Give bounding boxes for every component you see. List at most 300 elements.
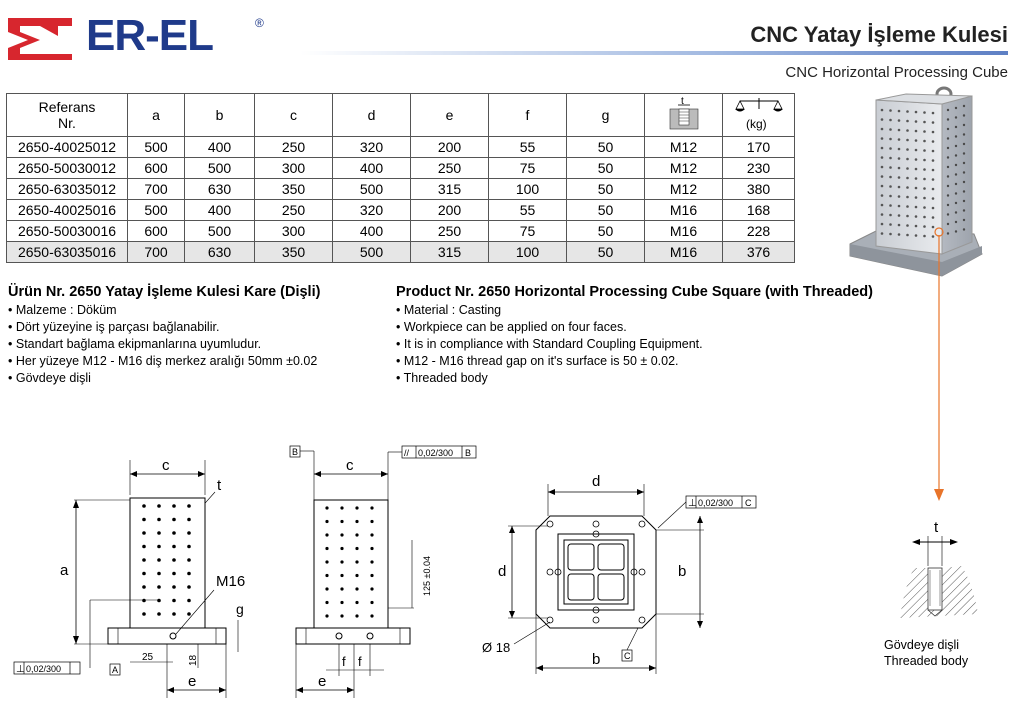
hole-icon [906,148,909,151]
hole-icon [923,149,926,152]
hole-icon [881,223,884,226]
hole-icon [923,121,926,124]
list-item: • It is in compliance with Standard Coupling Equipment. [396,336,703,353]
side-tol-symbol: // [404,448,410,458]
hole-icon [947,156,949,158]
hole-icon [906,120,909,123]
hole-icon [906,139,909,142]
top-datum-c: C [624,651,631,661]
page-title: CNC Yatay İşleme Kulesi [750,22,1008,47]
pointer-arrow [930,235,950,505]
hole-icon [325,560,328,563]
hole-icon [355,587,358,590]
hole-icon [172,585,176,589]
hole-icon [325,614,328,617]
hole-icon [187,612,191,616]
table-cell: 315 [411,242,489,263]
hole-icon [889,185,892,188]
hole-icon [947,109,949,111]
hole-icon [187,531,191,535]
list-item: • Standart bağlama ekipmanlarına uyumludur. [8,336,317,353]
hole-icon [881,166,884,169]
hole-icon [325,574,328,577]
hole-icon [889,147,892,150]
top-d-left-label: d [498,563,507,580]
top-tol-symbol: ⊥ [688,498,697,509]
hole-icon [142,504,146,508]
hole-icon [355,520,358,523]
table-cell: 170 [723,137,795,158]
hole-icon [187,585,191,589]
hole-icon [923,197,926,200]
table-cell: 315 [411,179,489,200]
hole-icon [898,195,901,198]
table-cell: 300 [255,158,333,179]
hole-icon [915,130,918,133]
hole-icon [881,137,884,140]
hole-icon [370,547,373,550]
hole-icon [915,177,918,180]
table-cell: 100 [489,179,567,200]
hole-icon [963,200,965,202]
hole-icon [947,166,949,168]
table-row [7,200,795,221]
table-cell: 55 [489,200,567,221]
page-subtitle: CNC Horizontal Processing Cube [785,64,1008,81]
front-g-label: g [236,601,244,617]
hole-icon [947,185,949,187]
hole-icon [187,545,191,549]
en-title: Product Nr. 2650 Horizontal Processing Cube Square (with Threaded) [396,284,873,300]
hole-icon [187,558,191,562]
table-row [7,158,795,179]
hole-icon [187,518,191,522]
hole-icon [370,520,373,523]
table-cell: M12 [645,137,723,158]
hole-icon [923,235,926,238]
col-a: a [128,94,185,137]
logo-mark [6,14,74,60]
hole-icon [142,572,146,576]
hole-icon [370,533,373,536]
hole-icon [947,213,949,215]
hole-icon [157,572,161,576]
list-item: • Material : Casting [396,302,703,319]
hole-icon [915,234,918,237]
hole-icon [955,145,957,147]
logo-registered: ® [255,16,264,30]
list-item: • M12 - M16 thread gap on it's surface is 50 ± 0.02. [396,353,703,370]
hole-icon [963,143,965,145]
hole-icon [889,109,892,112]
hole-icon [355,560,358,563]
hole-icon [898,214,901,217]
table-cell: 50 [567,221,645,242]
detail-label-en: Threaded body [884,654,969,668]
hole-icon [915,158,918,161]
table-cell: 320 [333,137,411,158]
hole-icon [932,188,935,191]
top-d-label: d [592,473,601,490]
hole-icon [142,518,146,522]
hole-icon [881,147,884,150]
top-tol-value: 0,02/300 [698,498,734,508]
hole-icon [932,150,935,153]
hole-icon [955,173,957,175]
svg-text:(kg): (kg) [745,116,767,131]
hole-icon [955,126,957,128]
hole-icon [963,133,965,135]
table-cell: 500 [333,179,411,200]
hole-icon [963,152,965,154]
hole-icon [963,124,965,126]
hole-icon [932,197,935,200]
hole-icon [898,119,901,122]
hole-icon [889,128,892,131]
hole-icon [889,138,892,141]
hole-icon [187,572,191,576]
hole-icon [898,157,901,160]
table-cell: 376 [723,242,795,263]
side-view-drawing [284,440,472,710]
hole-icon [932,226,935,229]
hole-icon [906,196,909,199]
front-c-label: c [162,457,170,474]
hole-icon [157,518,161,522]
side-125-label: 125 ±0.04 [422,556,432,596]
hole-icon [915,139,918,142]
thread-icon [664,95,704,133]
hole-icon [947,128,949,130]
hole-icon [963,209,965,211]
front-datum-a: A [112,665,119,675]
table-cell: 600 [128,221,185,242]
table-cell: 2650-50030016 [7,221,128,242]
hole-icon [142,531,146,535]
table-cell: 75 [489,221,567,242]
hole-icon [898,110,901,113]
hole-icon [898,129,901,132]
hole-icon [172,599,176,603]
hole-icon [923,111,926,114]
hole-icon [955,211,957,213]
table-cell: 75 [489,158,567,179]
hole-icon [355,574,358,577]
table-cell: 2650-40025016 [7,200,128,221]
hole-icon [955,107,957,109]
table-cell: 500 [128,200,185,221]
side-c-label: c [346,457,354,474]
hole-icon [881,175,884,178]
table-row [7,179,795,200]
hole-icon [355,601,358,604]
hole-icon [906,177,909,180]
table-cell: 228 [723,221,795,242]
hole-icon [370,560,373,563]
hole-icon [881,109,884,112]
hole-icon [963,114,965,116]
front-t-label: t [217,477,222,494]
hole-icon [881,128,884,131]
hole-icon [947,204,949,206]
table-header-row [7,94,795,137]
col-g: g [567,94,645,137]
hole-icon [340,560,343,563]
hole-icon [340,533,343,536]
table-cell: 2650-63035012 [7,179,128,200]
hole-icon [955,116,957,118]
hole-icon [963,105,965,107]
hole-icon [325,533,328,536]
hole-icon [906,186,909,189]
col-ref-line2: Nr. [58,115,76,131]
hole-icon [172,545,176,549]
table-cell: 500 [333,242,411,263]
hole-icon [932,178,935,181]
table-cell: 500 [185,158,255,179]
hole-icon [157,585,161,589]
list-item: • Dört yüzeyine iş parçası bağlanabilir. [8,319,317,336]
col-b: b [185,94,255,137]
side-datum-b: B [292,447,299,457]
hole-icon [172,558,176,562]
hole-icon [915,120,918,123]
detail-label-tr: Gövdeye dişli [884,638,960,652]
en-bullets [396,302,703,387]
hole-icon [889,195,892,198]
hole-icon [889,166,892,169]
table-cell: 630 [185,242,255,263]
side-f1-label: f [342,654,346,669]
front-a-label: a [60,562,69,579]
table-cell: 600 [128,158,185,179]
front-25-label: 25 [142,652,154,663]
list-item: • Her yüzeye M12 - M16 diş merkez aralığı 50mm ±0.02 [8,353,317,370]
hole-icon [898,205,901,208]
hole-icon [923,159,926,162]
table-cell: 200 [411,137,489,158]
hole-icon [947,223,949,225]
hole-icon [355,547,358,550]
detail-caption [884,637,968,669]
hole-icon [915,225,918,228]
hole-icon [906,224,909,227]
product-photo [846,86,986,286]
col-e: e [411,94,489,137]
hole-icon [881,118,884,121]
hole-icon [325,587,328,590]
table-cell: 250 [411,221,489,242]
col-c: c [255,94,333,137]
hole-icon [340,506,343,509]
hole-icon [947,118,949,120]
hole-icon [932,216,935,219]
table-cell: 320 [333,200,411,221]
table-cell: 630 [185,179,255,200]
table-cell: 400 [185,200,255,221]
hole-icon [881,156,884,159]
hole-icon [889,157,892,160]
hole-icon [923,225,926,228]
hole-icon [889,223,892,226]
hole-icon [906,110,909,113]
front-view-drawing [10,440,280,710]
table-cell: 55 [489,137,567,158]
table-cell: 250 [255,200,333,221]
front-m16-label: M16 [216,573,246,590]
hole-icon [947,137,949,139]
hole-icon [355,614,358,617]
col-ref [7,94,128,137]
hole-icon [172,518,176,522]
hole-icon [923,168,926,171]
hole-icon [955,135,957,137]
list-item: • Malzeme : Döküm [8,302,317,319]
hole-icon [325,547,328,550]
hole-icon [932,112,935,115]
hole-icon [355,533,358,536]
side-tol-ref: B [465,448,472,458]
front-18-label: 18 [188,654,199,666]
list-item: • Gövdeye dişli [8,370,317,387]
hole-icon [340,574,343,577]
hole-icon [340,520,343,523]
table-cell: 230 [723,158,795,179]
top-view-drawing [478,468,778,678]
hole-icon [898,138,901,141]
hole-icon [187,599,191,603]
table-cell: 2650-50030012 [7,158,128,179]
logo-text: ER-EL [86,11,213,60]
thread-detail-drawing [890,518,990,628]
table-row [7,221,795,242]
table-cell: 250 [255,137,333,158]
table-cell: 50 [567,158,645,179]
hole-icon [340,601,343,604]
hole-icon [172,572,176,576]
hole-icon [923,206,926,209]
side-f2-label: f [358,654,362,669]
hole-icon [157,558,161,562]
table-cell: 350 [255,242,333,263]
hole-icon [963,171,965,173]
hole-icon [906,205,909,208]
table-row [7,242,795,263]
spec-table [6,93,795,263]
hole-icon [898,176,901,179]
hole-icon [932,207,935,210]
hole-icon [340,587,343,590]
hole-icon [142,612,146,616]
side-tol-value: 0,02/300 [418,448,454,458]
table-cell: 200 [411,200,489,221]
hole-icon [906,129,909,132]
hole-icon [881,204,884,207]
hole-icon [906,234,909,237]
hole-icon [955,192,957,194]
table-cell: 500 [128,137,185,158]
hole-icon [932,169,935,172]
hole-icon [142,585,146,589]
hole-icon [881,194,884,197]
table-cell: M16 [645,221,723,242]
col-ref-line1: Referans [38,99,96,115]
hole-icon [355,506,358,509]
hole-icon [898,148,901,151]
table-cell: 700 [128,242,185,263]
tr-title: Ürün Nr. 2650 Yatay İşleme Kulesi Kare (Dişli) [8,284,321,300]
hole-icon [325,506,328,509]
hole-icon [898,224,901,227]
hole-icon [881,232,884,235]
table-cell: 100 [489,242,567,263]
table-cell: M12 [645,179,723,200]
hole-icon [923,178,926,181]
table-cell: 50 [567,242,645,263]
hole-icon [906,215,909,218]
hole-icon [898,233,901,236]
hole-icon [923,187,926,190]
side-e-label: e [318,673,327,690]
col-weight [723,94,795,137]
hole-icon [947,147,949,149]
hole-icon [963,219,965,221]
hole-icon [915,168,918,171]
scale-icon [734,95,784,133]
hole-icon [963,181,965,183]
hole-icon [915,215,918,218]
top-tol-ref: C [745,498,752,508]
hole-icon [325,601,328,604]
table-cell: 300 [255,221,333,242]
hole-icon [157,504,161,508]
hole-icon [881,213,884,216]
table-cell: 2650-40025012 [7,137,128,158]
hole-icon [142,545,146,549]
front-tol-value: 0,02/300 [26,664,62,674]
hole-icon [370,506,373,509]
table-cell: M12 [645,158,723,179]
table-cell: 50 [567,179,645,200]
hole-icon [142,599,146,603]
hole-icon [889,176,892,179]
hole-icon [963,190,965,192]
table-cell: 400 [333,221,411,242]
table-cell: 50 [567,200,645,221]
table-cell: 50 [567,137,645,158]
hole-icon [157,531,161,535]
hole-icon [932,159,935,162]
hole-icon [172,612,176,616]
col-d: d [333,94,411,137]
table-cell: 500 [185,221,255,242]
detail-t-label: t [934,519,939,536]
table-cell: 250 [411,158,489,179]
table-cell: 380 [723,179,795,200]
hole-icon [955,183,957,185]
hole-icon [898,186,901,189]
hole-icon [906,167,909,170]
front-e-label: e [188,673,197,690]
hole-icon [932,131,935,134]
hole-icon [172,531,176,535]
svg-text:t: t [680,95,684,107]
table-cell: 400 [333,158,411,179]
hole-icon [157,545,161,549]
hole-icon [955,221,957,223]
hole-icon [915,187,918,190]
title-underline [300,51,1008,55]
